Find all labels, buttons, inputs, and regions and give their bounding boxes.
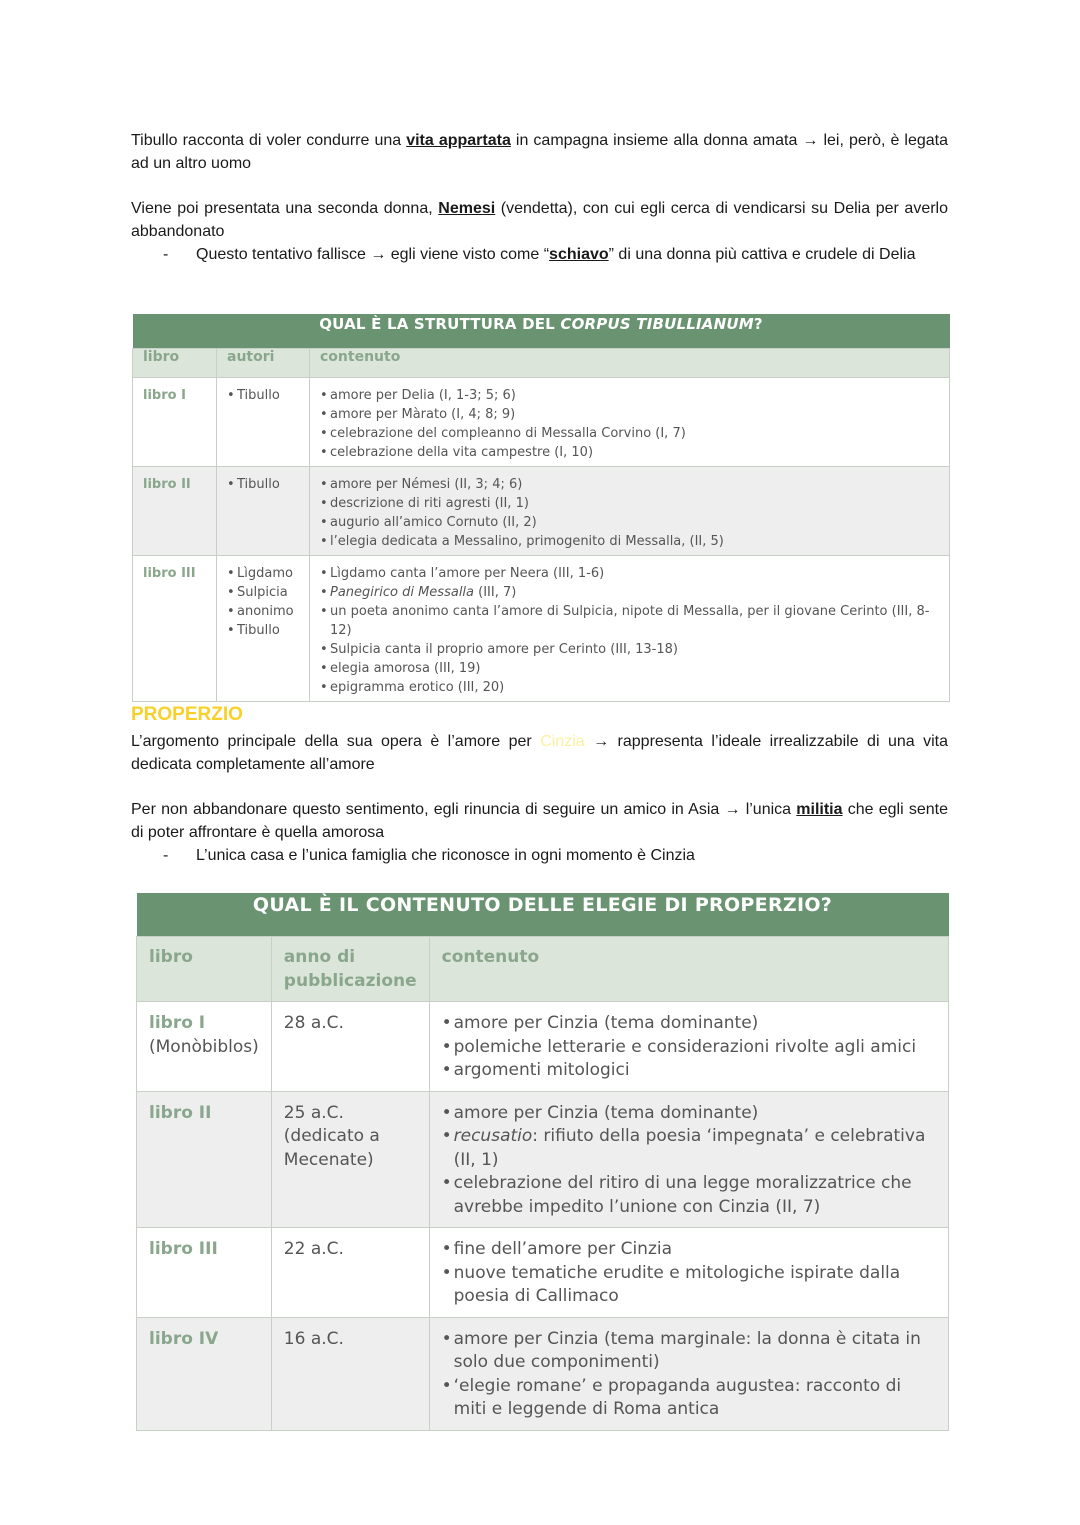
italic-title: Panegirico di Messalla — [330, 585, 475, 600]
contenuto-cell — [429, 1317, 948, 1430]
column-header-libro: libro — [133, 349, 217, 378]
list-item: • l’elegia dedicata a Messalino, primogenito di Messalla, (II, 5) — [320, 532, 939, 551]
corpus-tibullianum-table — [132, 314, 950, 702]
bullet-text: L’unica casa e l’unica famiglia che riconosce in ogni momento è Cinzia — [196, 847, 695, 864]
text: CORPUS TIBULLIANUM — [560, 315, 754, 333]
underlined-term: militia — [796, 801, 843, 818]
bullet-item — [131, 844, 948, 867]
column-header-anno: anno di pubblicazione — [271, 937, 429, 1002]
list-item: • elegia amorosa (III, 19) — [320, 659, 939, 678]
section-heading: PROPERZIO — [131, 704, 243, 725]
list-item: • amore per Cinzia (tema marginale: la donna è citata in solo due componimenti) — [442, 1328, 936, 1375]
text: in campagna insieme alla donna amata → lei, però, è legata ad un altro uomo — [131, 132, 949, 172]
table-row — [133, 467, 950, 556]
text: (III, 7) — [474, 585, 517, 600]
table-row — [137, 1228, 949, 1318]
contenuto-cell — [310, 556, 950, 702]
list-item: • amore per Màrato (I, 4; 8; 9) — [320, 405, 939, 424]
list-item: • amore per Cinzia (tema dominante) — [442, 1012, 936, 1036]
underlined-term: vita appartata — [406, 132, 511, 149]
italic-term: recusatio — [453, 1126, 533, 1146]
table-row — [133, 378, 950, 467]
table-title: QUAL È IL CONTENUTO DELLE ELEGIE DI PROPERZIO? — [137, 893, 949, 937]
anno-cell: 25 a.C. (dedicato a Mecenate) — [271, 1091, 429, 1228]
list-item: • amore per Némesi (II, 3; 4; 6) — [320, 475, 939, 494]
libro-cell: libro III — [133, 556, 217, 702]
list-item: • augurio all’amico Cornuto (II, 2) — [320, 513, 939, 532]
list-item: • ‘elegie romane’ e propaganda augustea: racconto di miti e leggende di Roma antica — [442, 1375, 936, 1422]
list-item: • celebrazione del compleanno di Messalla Corvino (I, 7) — [320, 424, 939, 443]
text: : rifiuto della poesia ‘impegnata’ e celebrativa (II, 1) — [453, 1126, 926, 1170]
list-item: • Tibullo — [227, 475, 299, 494]
contenuto-cell — [310, 467, 950, 556]
list-item: • Tibullo — [227, 621, 299, 640]
paragraph-militia — [131, 798, 948, 844]
table-row — [137, 1002, 949, 1092]
contenuto-cell — [310, 378, 950, 467]
bullet-dash: - — [163, 847, 169, 864]
text: Questo tentativo fallisce → egli viene visto come “ — [196, 246, 550, 263]
libro-cell: libro IV — [137, 1317, 272, 1430]
text: → rappresenta l’ideale irrealizzabile di una vita dedicata completamente all’amore — [131, 733, 948, 773]
anno-cell: 22 a.C. — [271, 1228, 429, 1318]
bullet-item — [131, 243, 948, 266]
list-item: • argomenti mitologici — [442, 1059, 936, 1083]
text: che egli sente di poter affrontare è quella amorosa — [131, 801, 949, 841]
anno-cell: 28 a.C. — [271, 1002, 429, 1092]
list-item: • polemiche letterarie e considerazioni rivolte agli amici — [442, 1036, 936, 1060]
list-item: • amore per Cinzia (tema dominante) — [442, 1102, 936, 1126]
libro-subtitle: (Monòbiblos) — [149, 1036, 259, 1057]
libro-cell: libro III — [137, 1228, 272, 1318]
list-item: • Lìgdamo — [227, 564, 299, 583]
contenuto-cell — [429, 1228, 948, 1318]
libro-cell: libro II — [137, 1091, 272, 1228]
list-item: • amore per Delia (I, 1-3; 5; 6) — [320, 386, 939, 405]
list-item: • anonimo — [227, 602, 299, 621]
list-item: • Lìgdamo canta l’amore per Neera (III, 1-6) — [320, 564, 939, 583]
list-item: • fine dell’amore per Cinzia — [442, 1238, 936, 1262]
paragraph-vita-appartata — [131, 129, 948, 175]
table-row — [133, 556, 950, 702]
underlined-term: Nemesi — [438, 200, 496, 217]
text: Viene poi presentata una seconda donna, — [131, 200, 439, 217]
autori-cell — [217, 556, 310, 702]
list-item: • celebrazione della vita campestre (I, 10) — [320, 443, 939, 462]
bullet-text — [196, 243, 948, 266]
table-row — [137, 1317, 949, 1430]
libro-cell: libro II — [133, 467, 217, 556]
text: QUAL È LA STRUTTURA DEL — [319, 315, 561, 333]
autori-cell — [217, 378, 310, 467]
text: ” di una donna più cattiva e crudele di Delia — [608, 246, 916, 263]
list-item — [442, 1125, 936, 1172]
list-item: • descrizione di riti agresti (II, 1) — [320, 494, 939, 513]
text: Tibullo racconta di voler condurre una — [131, 132, 407, 149]
list-item: • nuove tematiche erudite e mitologiche ispirate dalla poesia di Callimaco — [442, 1262, 936, 1309]
text: (vendetta), con cui egli cerca di vendicarsi su Delia per averlo abbandonato — [131, 200, 948, 240]
text: Per non abbandonare questo sentimento, egli rinuncia di seguire un amico in Asia → l’unica — [131, 801, 797, 818]
table-title — [133, 314, 950, 349]
libro-cell: libro I — [133, 378, 217, 467]
list-item: • epigramma erotico (III, 20) — [320, 678, 939, 697]
underlined-term: schiavo — [549, 246, 609, 263]
highlighted-name: Cinzia — [540, 733, 585, 750]
libro-label: libro I — [149, 1013, 206, 1033]
bullet-dash: - — [163, 246, 169, 263]
paragraph-nemesi — [131, 197, 948, 243]
text: L’argomento principale della sua opera è l’amore per — [131, 733, 541, 750]
list-item — [320, 583, 939, 602]
table-row — [137, 1091, 949, 1228]
column-header-autori: autori — [217, 349, 310, 378]
contenuto-cell — [429, 1091, 948, 1228]
column-header-contenuto: contenuto — [310, 349, 950, 378]
column-header-contenuto: contenuto — [429, 937, 948, 1002]
elegie-properzio-table — [136, 893, 949, 1431]
contenuto-cell — [429, 1002, 948, 1092]
list-item: • celebrazione del ritiro di una legge moralizzatrice che avrebbe impedito l’unione con Cinzia (II, 7) — [442, 1172, 936, 1219]
text: ? — [753, 315, 763, 333]
libro-cell — [137, 1002, 272, 1092]
list-item: • Sulpicia — [227, 583, 299, 602]
autori-cell — [217, 467, 310, 556]
list-item: • Tibullo — [227, 386, 299, 405]
column-header-libro: libro — [137, 937, 272, 1002]
list-item: • Sulpicia canta il proprio amore per Cerinto (III, 13-18) — [320, 640, 939, 659]
paragraph-cinzia — [131, 730, 948, 776]
anno-cell: 16 a.C. — [271, 1317, 429, 1430]
list-item: • un poeta anonimo canta l’amore di Sulpicia, nipote di Messalla, per il giovane Cerinto (III, 8-12) — [320, 602, 939, 640]
